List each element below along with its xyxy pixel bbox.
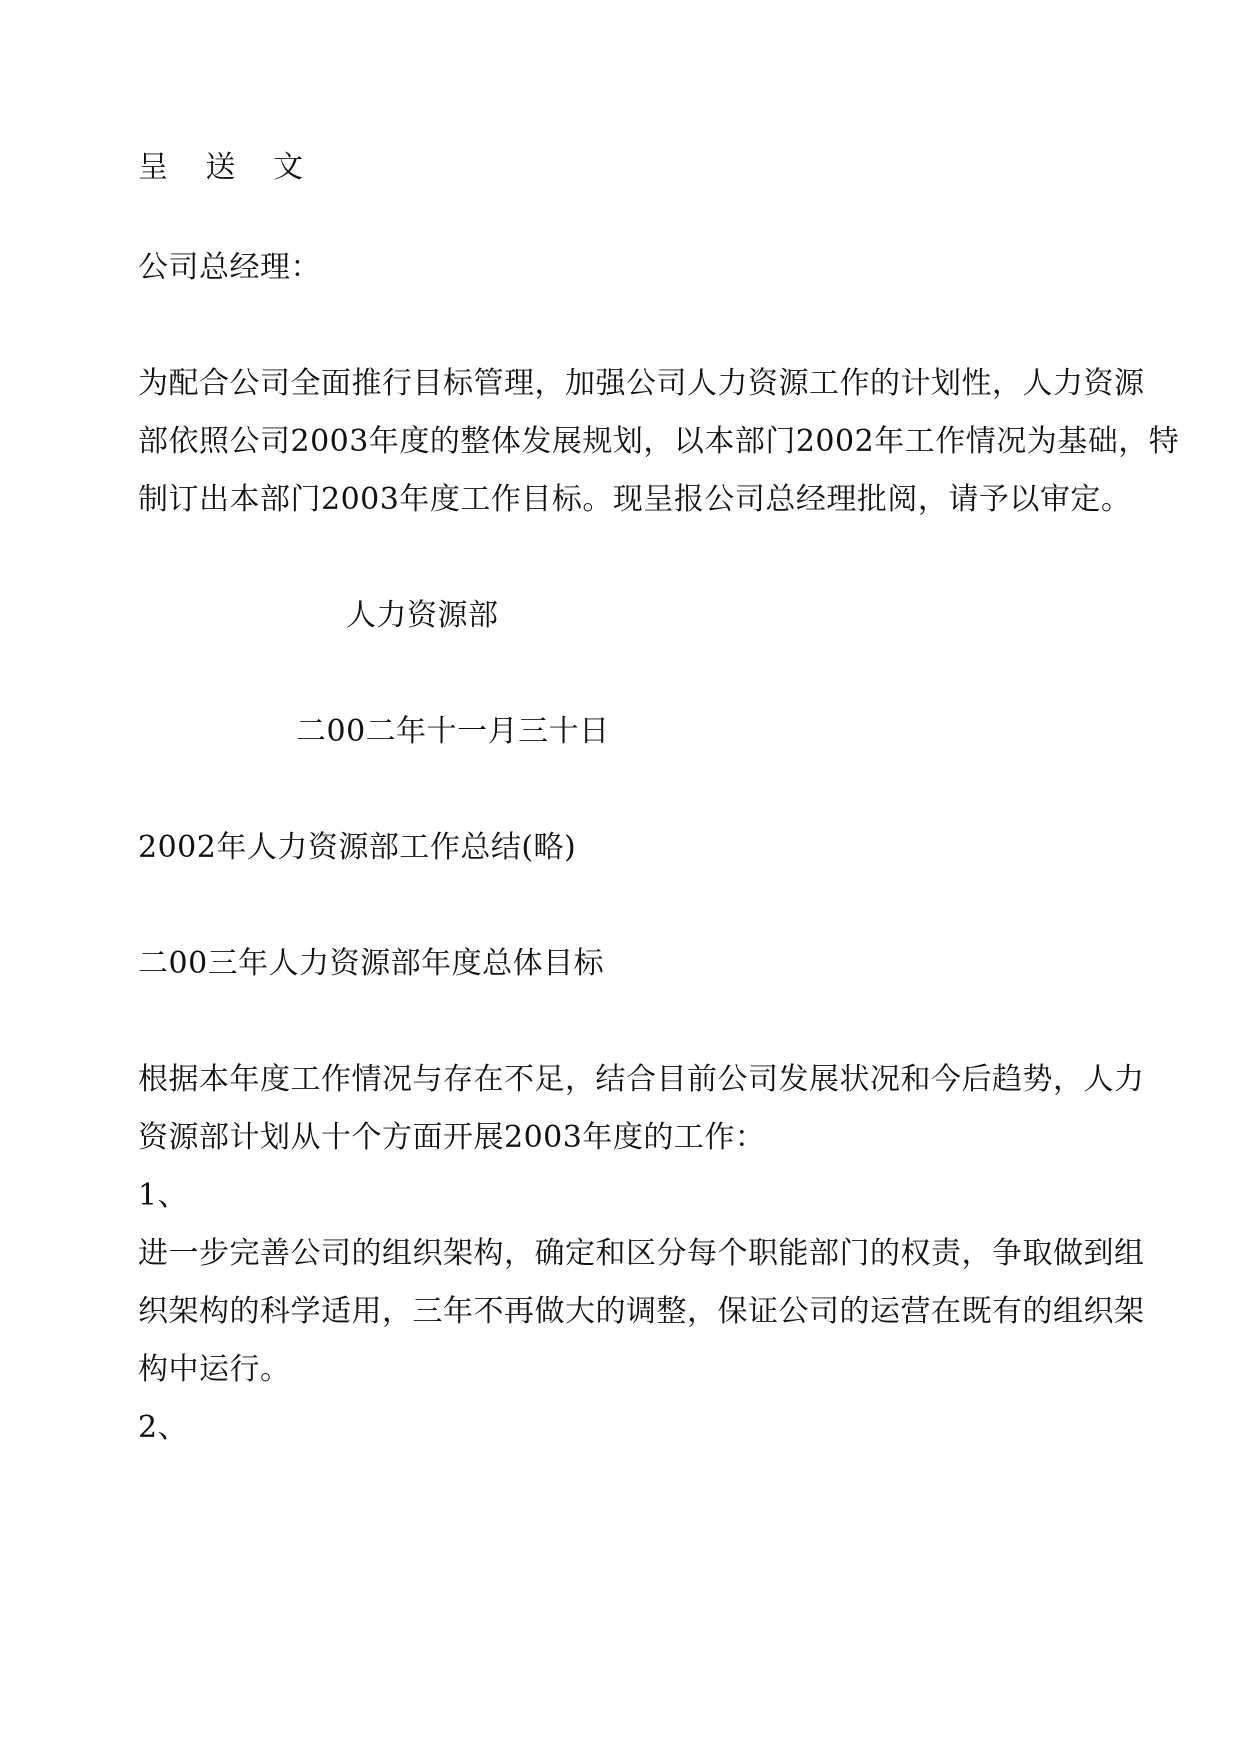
signature-department: 人力资源部 [346,598,499,633]
item-1-line-2: 织架构的科学适用，三年不再做大的调整，保证公司的运营在既有的组织架 [138,1294,1145,1329]
intro-line-2: 部依照公司2003年度的整体发展规划，以本部门2002年工作情况为基础，特 [138,424,1180,459]
item-1-number: 1、 [138,1178,189,1213]
document-heading: 呈 送 文 [138,150,318,185]
goals-intro-line-2: 资源部计划从十个方面开展2003年度的工作： [138,1120,766,1155]
item-2-number: 2、 [138,1410,189,1445]
goals-intro-line-1: 根据本年度工作情况与存在不足，结合目前公司发展状况和今后趋势，人力 [138,1062,1145,1097]
intro-line-3: 制订出本部门2003年度工作目标。现呈报公司总经理批阅，请予以审定。 [138,482,1132,517]
item-1-line-1: 进一步完善公司的组织架构，确定和区分每个职能部门的权责，争取做到组 [138,1236,1145,1271]
signature-date: 二00二年十一月三十日 [296,714,610,749]
intro-line-1: 为配合公司全面推行目标管理，加强公司人力资源工作的计划性，人力资源 [138,366,1145,401]
goals-title: 二00三年人力资源部年度总体目标 [138,946,605,981]
item-1-line-3: 构中运行。 [138,1352,291,1387]
addressee: 公司总经理： [138,250,321,285]
summary-title: 2002年人力资源部工作总结(略) [138,830,577,865]
